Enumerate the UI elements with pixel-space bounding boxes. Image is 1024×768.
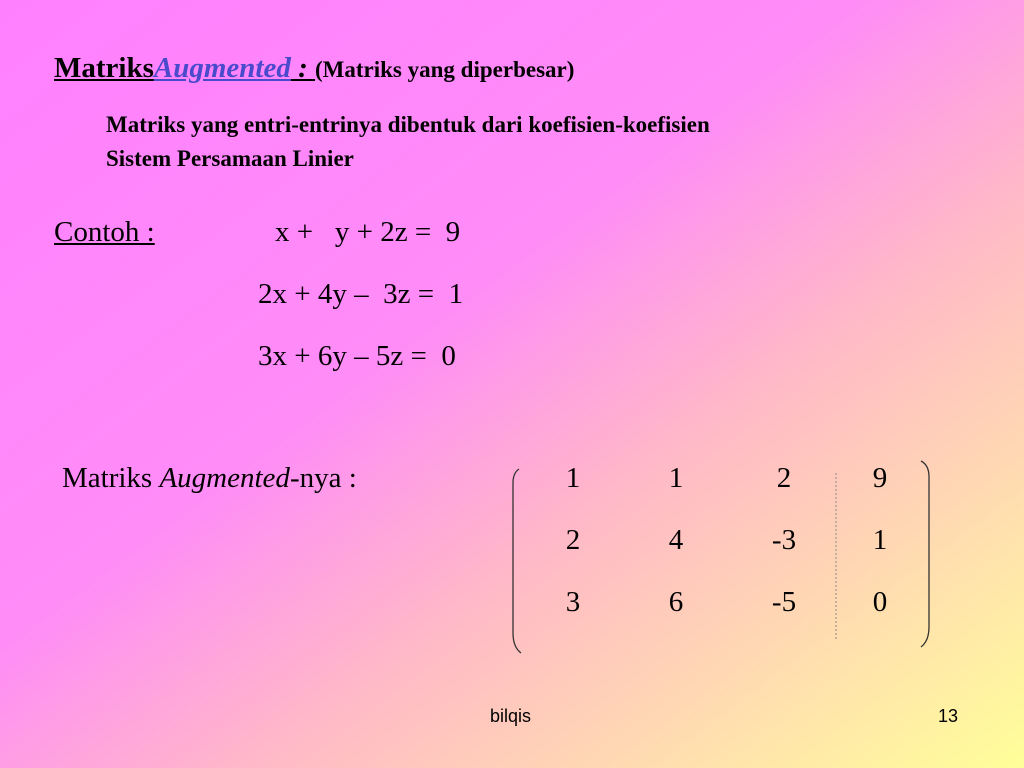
augmented-matrix-label xyxy=(62,462,357,495)
matrix-cell-r1-c1: 1 xyxy=(565,462,581,494)
matrix-cell-r1-c2: 1 xyxy=(668,462,684,494)
definition-line-1: Matriks yang entri-entrinya dibentuk dari koefisien-koefisien xyxy=(106,112,710,137)
matrix-left-bracket xyxy=(513,469,521,653)
example-label: Contoh : xyxy=(54,216,155,248)
augmented-label-prefix: Matriks xyxy=(62,462,160,494)
matrix-cell-r1-c4: 9 xyxy=(872,462,888,494)
matrix-cell-r1-c3: 2 xyxy=(776,462,792,494)
matrix-cell-r3-c3: -5 xyxy=(771,586,797,618)
matrix-cell-r2-c2: 4 xyxy=(668,524,684,556)
title-colon: : xyxy=(290,52,316,84)
matrix-right-bracket xyxy=(921,461,929,647)
equation-1: x + y + 2z = 9 xyxy=(275,216,461,248)
footer-page-number: 13 xyxy=(938,706,959,726)
title-main: Matriks xyxy=(54,52,154,84)
augmented-label-italic: Augmented xyxy=(159,462,290,494)
matrix-cell-r3-c2: 6 xyxy=(668,586,684,618)
augmented-label-suffix: -nya : xyxy=(289,462,357,494)
definition-line-2: Sistem Persamaan Linier xyxy=(106,146,354,171)
matrix-cell-r2-c4: 1 xyxy=(872,524,888,556)
title-subtitle: (Matriks yang diperbesar) xyxy=(315,57,575,82)
equation-2: 2x + 4y – 3z = 1 xyxy=(258,278,464,310)
equation-3: 3x + 6y – 5z = 0 xyxy=(258,340,456,372)
title-augmented: Augmented xyxy=(153,52,291,84)
slide-title xyxy=(54,52,574,85)
matrix-cell-r3-c4: 0 xyxy=(872,586,888,618)
footer-author: bilqis xyxy=(490,706,532,726)
matrix-cell-r2-c3: -3 xyxy=(771,524,797,556)
matrix-cell-r2-c1: 2 xyxy=(565,524,581,556)
matrix-cell-r3-c1: 3 xyxy=(565,586,581,618)
